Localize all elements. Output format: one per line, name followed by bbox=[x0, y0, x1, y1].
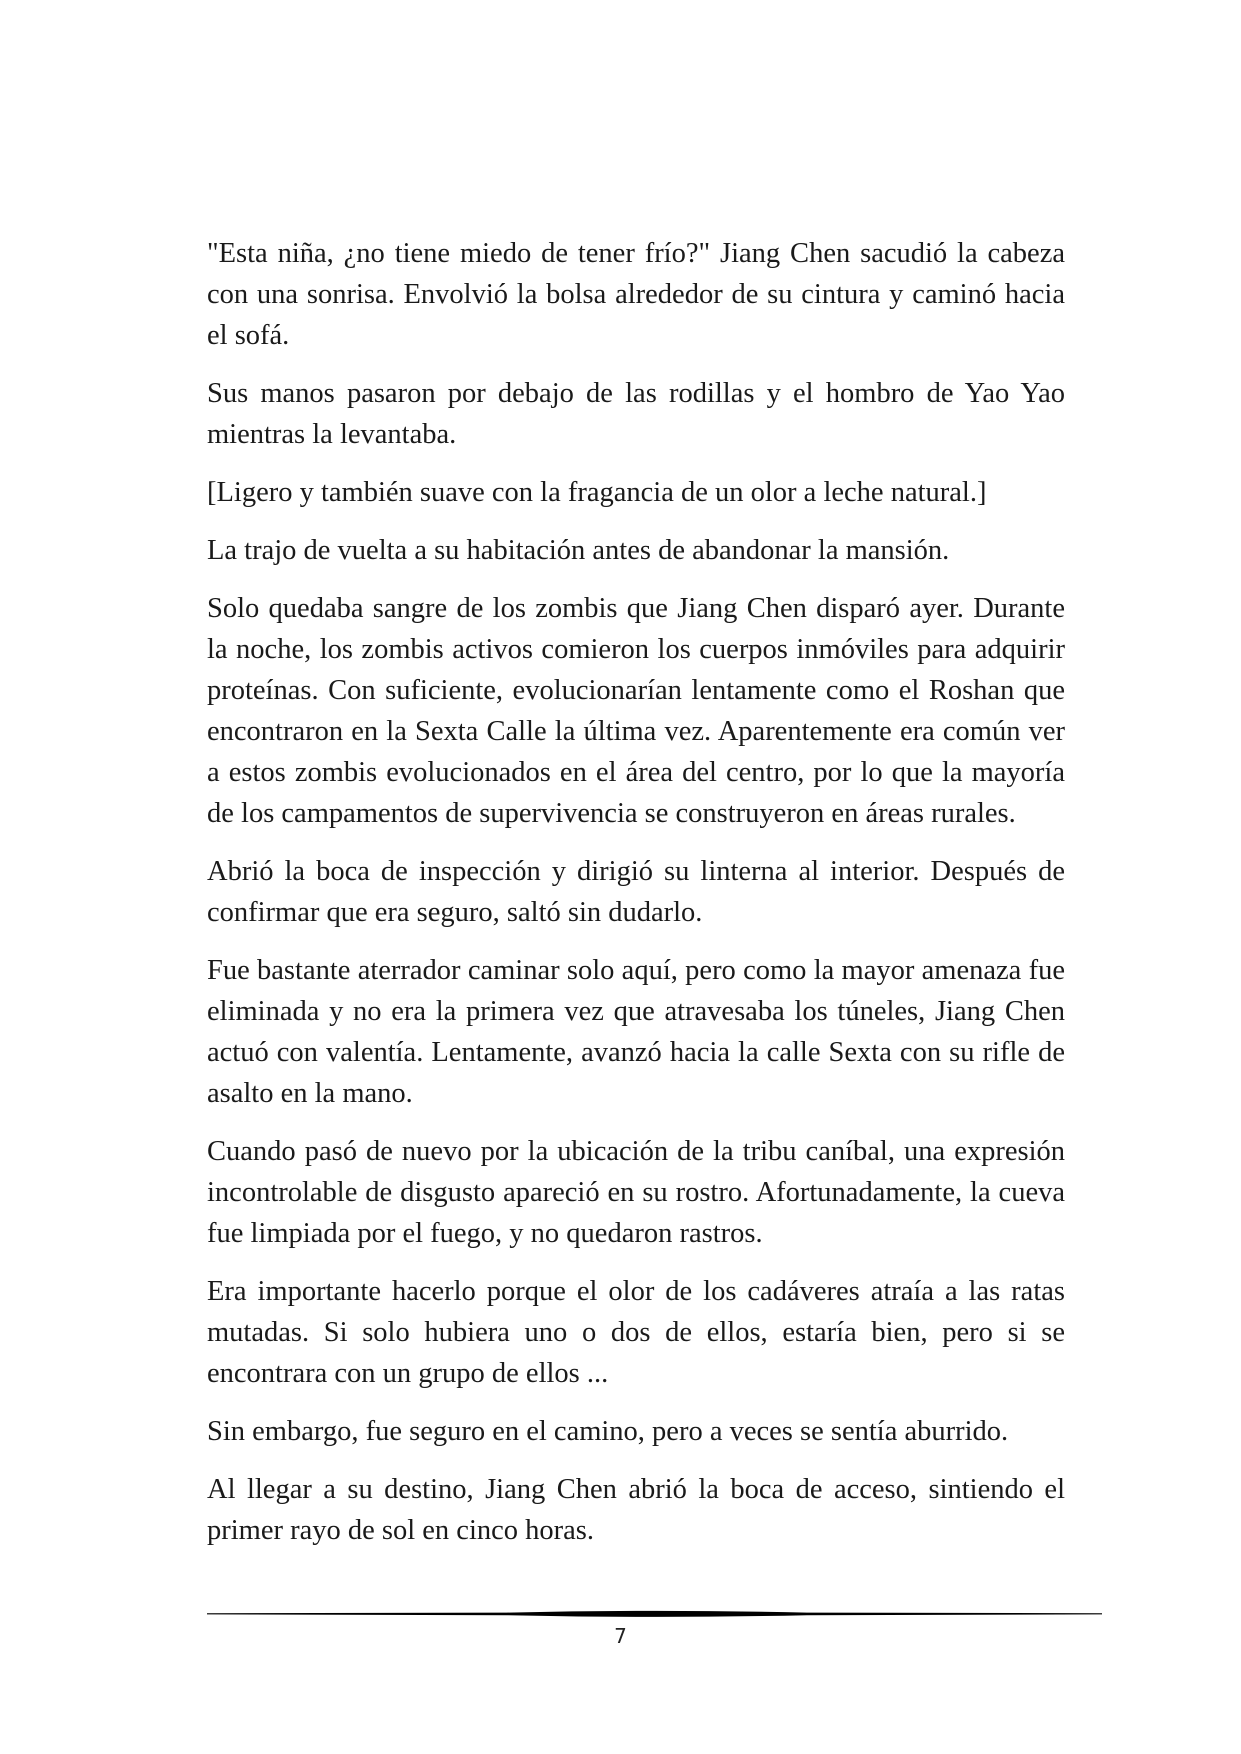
footer-rule bbox=[207, 1608, 1102, 1620]
paragraph-8: Cuando pasó de nuevo por la ubicación de la tribu caníbal, una expresión incontrolable de disgusto apareció en su rostro. Afortunadamente, la cueva fue limpiada por el fuego, y no quedaron rastros. bbox=[207, 1136, 1065, 1249]
paragraph-1: "Esta niña, ¿no tiene miedo de tener frío?" Jiang Chen sacudió la cabeza con una sonrisa. Envolvió la bolsa alrededor de su cintura y caminó hacia el sofá. bbox=[207, 238, 1065, 351]
body-text bbox=[207, 233, 1065, 1568]
paragraph-10: Sin embargo, fue seguro en el camino, pero a veces se sentía aburrido. bbox=[207, 1416, 1009, 1447]
paragraph-11: Al llegar a su destino, Jiang Chen abrió la boca de acceso, sintiendo el primer rayo de sol en cinco horas. bbox=[207, 1474, 1065, 1546]
page-number: 7 bbox=[614, 1624, 627, 1648]
paragraph-6: Abrió la boca de inspección y dirigió su linterna al interior. Después de confirmar que era seguro, saltó sin dudarlo. bbox=[207, 856, 1065, 928]
paragraph-9: Era importante hacerlo porque el olor de los cadáveres atraía a las ratas mutadas. Si solo hubiera uno o dos de ellos, estaría bien, pero si se encontrara con un grupo de ellos ... bbox=[207, 1276, 1065, 1389]
paragraph-3: [Ligero y también suave con la fragancia de un olor a leche natural.] bbox=[207, 477, 987, 508]
paragraph-5: Solo quedaba sangre de los zombis que Jiang Chen disparó ayer. Durante la noche, los zombis activos comieron los cuerpos inmóviles para adquirir proteínas. Con suficiente, evolucionarían lentamente como el Roshan que encontraron en la Sexta Calle la última vez. Aparentemente era común ver a estos zombis evolucionados en el área del centro, por lo que la mayoría de los campamentos de supervivencia se construyeron en áreas rurales. bbox=[207, 593, 1065, 829]
paragraph-4: La trajo de vuelta a su habitación antes de abandonar la mansión. bbox=[207, 535, 950, 566]
paragraph-7: Fue bastante aterrador caminar solo aquí, pero como la mayor amenaza fue eliminada y no era la primera vez que atravesaba los túneles, Jiang Chen actuó con valentía. Lentamente, avanzó hacia la calle Sexta con su rifle de asalto en la mano. bbox=[207, 955, 1065, 1109]
paragraph-2: Sus manos pasaron por debajo de las rodillas y el hombro de Yao Yao mientras la levantaba. bbox=[207, 378, 1065, 450]
